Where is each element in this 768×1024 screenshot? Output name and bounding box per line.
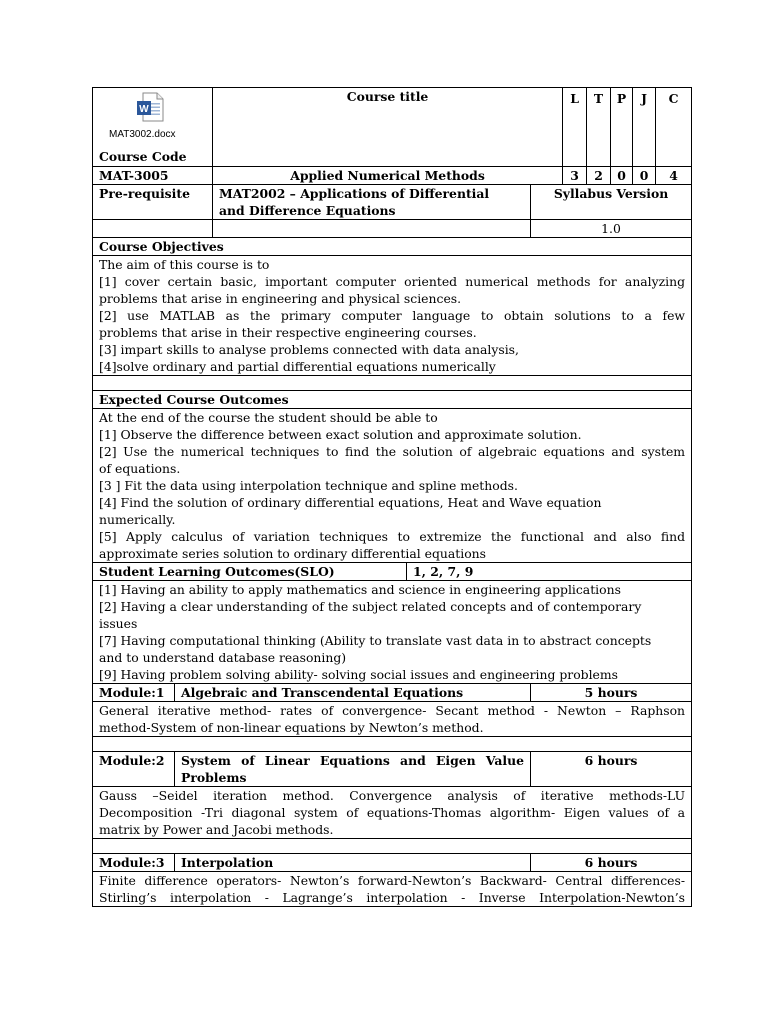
ltpjc-value-p: 0 xyxy=(611,167,633,185)
empty-cell xyxy=(93,839,692,854)
slo-content-row xyxy=(93,581,692,684)
slo-line: [9] Having problem solving ability- solving social issues and engineering problems xyxy=(99,667,619,682)
course-code-cell xyxy=(93,88,213,167)
ltpjc-label-l: L xyxy=(563,88,587,167)
objective-line: problems that arise in their respective engineering courses. xyxy=(99,325,477,340)
outcome-line: [1] Observe the difference between exact solution and approximate solution. xyxy=(99,427,582,442)
empty-cell xyxy=(93,220,213,238)
prerequisite-value xyxy=(213,185,531,220)
prerequisite-line: MAT2002 – Applications of Differential xyxy=(219,186,490,201)
ltpjc-value-c: 4 xyxy=(656,167,692,185)
outcomes-title: Expected Course Outcomes xyxy=(93,391,692,409)
objectives-title: Course Objectives xyxy=(93,238,692,256)
module-label: Module:1 xyxy=(93,684,175,702)
slo-line: [7] Having computational thinking (Ability to translate vast data in to abstract concepts xyxy=(99,633,652,648)
ltpjc-label-t: T xyxy=(587,88,611,167)
module-content-line: matrix by Power and Jacobi methods. xyxy=(99,822,334,837)
module-label: Module:2 xyxy=(93,752,175,787)
outcome-line: [4] Find the solution of ordinary differential equations, Heat and Wave equation xyxy=(99,495,602,510)
syllabus-version-row xyxy=(93,220,692,238)
slo-value: 1, 2, 7, 9 xyxy=(407,563,692,581)
outcomes-title-row xyxy=(93,391,692,409)
word-document-icon[interactable] xyxy=(135,92,165,122)
module-content-line: Stirling’s interpolation - Lagrange’s interpolation - Inverse Interpolation-Newton’s xyxy=(99,890,686,905)
module-content-line: General iterative method- rates of convergence- Secant method - Newton – Raphson xyxy=(99,703,686,718)
prerequisite-label: Pre-requisite xyxy=(93,185,213,220)
outcome-line: approximate series solution to ordinary differential equations xyxy=(99,546,487,561)
objectives-content xyxy=(93,256,692,376)
spacer-row xyxy=(93,376,692,391)
attachment-filename[interactable]: MAT3002.docx xyxy=(109,129,176,140)
module-content-row xyxy=(93,787,692,839)
module-label: Module:3 xyxy=(93,854,175,872)
module-title: Interpolation xyxy=(175,854,531,872)
ltpjc-label-p: P xyxy=(611,88,633,167)
course-header-row xyxy=(93,88,692,167)
module-content-row xyxy=(93,872,692,907)
syllabus-page xyxy=(92,87,691,907)
module-hours: 5 hours xyxy=(531,684,692,702)
ltpjc-value-j: 0 xyxy=(633,167,656,185)
slo-line: [2] Having a clear understanding of the subject related concepts and of contemporary xyxy=(99,599,642,614)
module-content-row xyxy=(93,702,692,737)
module-content xyxy=(93,872,692,907)
slo-title-row xyxy=(93,563,692,581)
slo-line: [1] Having an ability to apply mathematics and science in engineering applications xyxy=(99,582,621,597)
svg-text:W: W xyxy=(139,104,149,115)
syllabus-version-label: Syllabus Version xyxy=(531,185,692,220)
objectives-content-row xyxy=(93,256,692,376)
outcome-line: [3 ] Fit the data using interpolation technique and spline methods. xyxy=(99,478,518,493)
objectives-title-row xyxy=(93,238,692,256)
slo-content xyxy=(93,581,692,684)
ltpjc-label-j: J xyxy=(633,88,656,167)
outcomes-content xyxy=(93,409,692,563)
empty-cell xyxy=(93,376,692,391)
objective-line: [4]solve ordinary and partial differential equations numerically xyxy=(99,359,496,374)
module-title: Algebraic and Transcendental Equations xyxy=(175,684,531,702)
module-hours: 6 hours xyxy=(531,854,692,872)
module-content xyxy=(93,702,692,737)
module-header-row xyxy=(93,752,692,787)
slo-line: issues xyxy=(99,616,138,631)
prerequisite-row xyxy=(93,185,692,220)
ltpjc-value-l: 3 xyxy=(563,167,587,185)
outcome-line: [5] Apply calculus of variation techniques to extremize the functional and also find xyxy=(99,529,686,544)
module-hours: 6 hours xyxy=(531,752,692,787)
objective-line: problems that arise in engineering and physical sciences. xyxy=(99,291,462,306)
outcome-line: of equations. xyxy=(99,461,181,476)
outcomes-content-row xyxy=(93,409,692,563)
module-header-row xyxy=(93,854,692,872)
module-content-line: Gauss –Seidel iteration method. Convergence analysis of iterative methods-LU xyxy=(99,788,686,803)
ltpjc-value-t: 2 xyxy=(587,167,611,185)
module-title xyxy=(175,752,531,787)
course-code-row xyxy=(93,167,692,185)
spacer-row xyxy=(93,737,692,752)
outcome-line: numerically. xyxy=(99,512,176,527)
course-title-label: Course title xyxy=(213,88,563,167)
objective-line: [1] cover certain basic, important computer oriented numerical methods for analyzing xyxy=(99,274,686,289)
empty-cell xyxy=(213,220,531,238)
spacer-row xyxy=(93,839,692,854)
syllabus-table xyxy=(92,87,692,907)
objective-line: [3] impart skills to analyse problems connected with data analysis, xyxy=(99,342,519,357)
slo-line: and to understand database reasoning) xyxy=(99,650,347,665)
outcomes-intro: At the end of the course the student should be able to xyxy=(99,410,438,425)
course-code-label: Course Code xyxy=(99,149,187,164)
module-title-line: System of Linear Equations and Eigen Value xyxy=(181,753,525,768)
module-header-row xyxy=(93,684,692,702)
empty-cell xyxy=(93,737,692,752)
ltpjc-label-c: C xyxy=(656,88,692,167)
course-title: Applied Numerical Methods xyxy=(213,167,563,185)
outcome-line: [2] Use the numerical techniques to find the solution of algebraic equations and system xyxy=(99,444,686,459)
objectives-intro: The aim of this course is to xyxy=(99,257,270,272)
objective-line: [2] use MATLAB as the primary computer language to obtain solutions to a few xyxy=(99,308,686,323)
module-content xyxy=(93,787,692,839)
module-content-line: Finite difference operators- Newton’s forward-Newton’s Backward- Central differences- xyxy=(99,873,686,888)
module-title-line: Problems xyxy=(181,770,247,785)
course-code: MAT-3005 xyxy=(93,167,213,185)
syllabus-version: 1.0 xyxy=(531,220,692,238)
module-content-line: Decomposition -Tri diagonal system of equations-Thomas algorithm- Eigen values of a xyxy=(99,805,686,820)
prerequisite-line: and Difference Equations xyxy=(219,203,396,218)
module-content-line: method-System of non-linear equations by Newton’s method. xyxy=(99,720,484,735)
slo-title: Student Learning Outcomes(SLO) xyxy=(93,563,407,581)
